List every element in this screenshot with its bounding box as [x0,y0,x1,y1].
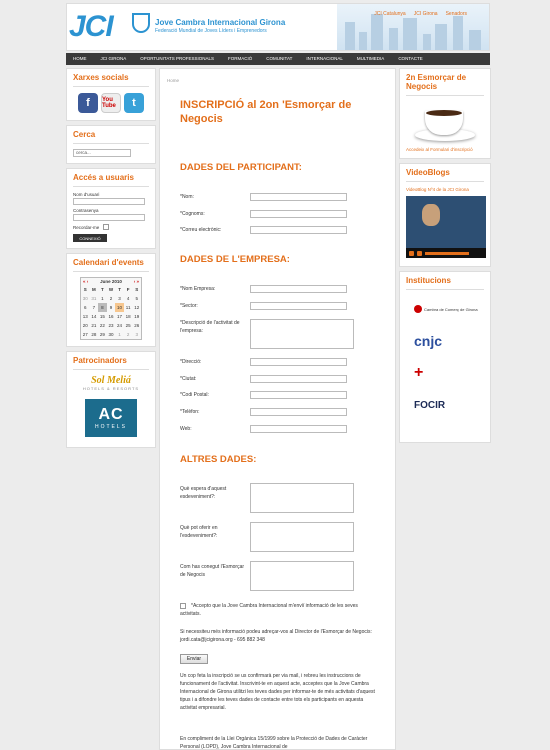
postal-label: *Codi Postal: [180,392,209,398]
calendar-dayname: T [118,287,121,292]
facebook-icon[interactable]: f [78,93,98,113]
telefon-field[interactable] [250,408,347,416]
calendar-day[interactable]: 20 [82,323,88,328]
direccio-field[interactable] [250,358,347,366]
calendar-day[interactable]: 6 [84,305,87,310]
main-nav [66,53,490,65]
coffee-cup-image[interactable] [413,101,477,143]
calendar-day[interactable]: 21 [91,323,97,328]
calendar-day[interactable]: 12 [134,305,140,310]
username-label: Nom d'usuari [73,192,100,197]
calendar-day[interactable]: 13 [82,314,88,319]
cnjc-name: cnjc [414,333,443,349]
cognoms-label: *Cognoms: [180,211,205,217]
password-label: Contrasenya [73,208,99,213]
nav-home[interactable]: HOME [73,56,87,61]
ac-hotels-name: AC [98,406,124,423]
login-title: Accés a usuaris [73,173,149,187]
nav-formacio[interactable]: FORMACIÓ [228,56,253,61]
sol-melia-sub: HOTELS & RESORTS [82,386,140,391]
nom-field[interactable] [250,193,347,201]
nom-label: *Nom: [180,194,194,200]
web-label: Web: [180,426,192,432]
calendar-day[interactable]: 27 [82,332,88,337]
send-button[interactable]: Enviar [180,654,208,664]
focir-logo[interactable] [414,394,484,416]
calendar-day[interactable]: 14 [91,314,97,319]
descripcio-label: *Descripció de l'activitat de l'empresa: [180,320,240,334]
page-title: INSCRIPCIÓ al 2on 'Esmorçar de Negocis [180,99,352,125]
social-title: Xarxes socials [73,73,149,87]
calendar-day[interactable]: 1 [101,296,104,301]
lopd-paragraph: En compliment de la Llei Orgànica 15/1999 sobre la Protecció de Dades de Caràcter Personal (LOPD), Jove Cambra Internacional de [180,736,368,750]
calendar-day[interactable]: 18 [125,314,131,319]
calendar-day[interactable]: 31 [91,296,97,301]
password-field[interactable] [73,214,145,221]
videoblog-link[interactable]: VideoBlog Nº4 de la JCI Girona [406,187,469,192]
cambra-comerc-logo[interactable] [414,298,484,320]
calendar-dayname: W [108,287,114,292]
conegut-label: Com has conegut l'Esmorçar de Negocis [180,564,245,578]
ciutat-field[interactable] [250,375,347,383]
calendar-dayname: S [83,287,87,292]
main-content [159,68,396,750]
sector-field[interactable] [250,302,347,310]
top-links [374,11,467,17]
search-title: Cerca [73,130,149,144]
calendar-day[interactable]: 19 [134,314,140,319]
right-sidebar [399,68,491,447]
conegut-textarea[interactable] [250,561,354,591]
calendar-day[interactable]: 8 [98,303,107,312]
email-label: *Correu electrònic: [180,227,222,233]
calendar-day[interactable]: 16 [108,314,114,319]
focir-name: FOCIR [414,399,446,411]
ciutat-label: *Ciutat: [180,376,197,382]
red-cross-logo[interactable]: + [414,364,424,381]
calendar-day[interactable]: 3 [118,296,121,301]
username-field[interactable] [73,198,145,205]
cnjc-logo[interactable] [414,330,484,352]
jci-emblem-icon [132,13,150,33]
remember-label: Recordar-me [73,224,100,230]
nav-contacte[interactable]: CONTACTE [398,56,423,61]
company-heading: DADES DE L'EMPRESA: [180,254,290,265]
web-field[interactable] [250,425,347,433]
calendar-day[interactable]: 11 [125,305,131,310]
top-link-jci-catalunya[interactable]: JCI Catalunya [374,11,406,17]
top-link-jci-girona[interactable]: JCI Girona [413,11,438,17]
calendar-day[interactable]: 24 [117,323,123,328]
other-heading: ALTRES DADES: [180,454,257,465]
org-name: Jove Cambra Internacional Girona [155,18,286,27]
oferir-textarea[interactable] [250,522,354,552]
calendar-day[interactable]: 9 [109,305,113,310]
accept-label: *Accepto que la Jove Cambra Internacional m'enviï informació de les seves activitats. [180,603,358,617]
email-field[interactable] [250,226,347,234]
calendar-day[interactable]: 30 [82,296,88,301]
nav-multimedia[interactable]: MULTIMEDIA [356,56,385,61]
empresa-field[interactable] [250,285,347,293]
cambra-comerc-name: Cambra de Comerç de Girona [424,306,478,312]
direccio-label: *Direcció: [180,359,202,365]
calendar-day[interactable]: 1 [118,332,121,337]
videoblog-title: VideoBlogs [406,168,484,182]
jci-logo[interactable]: JCI [69,10,113,43]
calendar-dayname: S [135,287,139,292]
calendar-title: Calendari d'events [73,258,149,272]
videoblog-widget [399,163,491,267]
social-widget [66,68,156,121]
nav-internacional[interactable]: INTERNACIONAL [306,56,343,61]
sponsors-widget [66,351,156,448]
calendar-day[interactable]: 17 [117,314,123,319]
telefon-label: *Telèfon: [180,409,200,415]
accept-checkbox[interactable] [180,603,186,609]
remember-checkbox[interactable] [103,224,109,230]
calendar [80,277,142,340]
calendar-dayname: F [126,287,130,292]
event-title: 2n Esmorçar de Negocis [406,73,484,96]
calendar-day[interactable]: 26 [134,323,140,328]
sol-melia-name: Sol Meliá [91,375,131,386]
calendar-widget [66,253,156,347]
participant-heading: DADES DEL PARTICIPANT: [180,162,302,173]
calendar-grid [81,285,141,339]
top-link-senadors[interactable]: Senadors [445,11,467,17]
oferir-label: Què pot oferir en l'esdeveniment?: [180,525,218,539]
video-player[interactable] [406,196,486,258]
calendar-day[interactable]: 29 [99,332,105,337]
calendar-day[interactable]: 5 [135,296,138,301]
calendar-day[interactable]: 25 [125,323,131,328]
search-widget [66,125,156,164]
login-button[interactable]: CONNEXIÓ [73,234,107,242]
calendar-prev-button[interactable]: « ‹ [83,279,89,284]
calendar-day[interactable]: 23 [108,323,114,328]
event-link[interactable]: Accedeix al Formulari d'inscripció [406,147,473,152]
calendar-day[interactable]: 30 [108,332,114,337]
descripcio-textarea[interactable] [250,319,354,349]
calendar-next-button[interactable]: › » [133,279,139,284]
play-icon[interactable] [409,251,414,256]
ac-hotels-logo[interactable] [85,399,137,437]
calendar-dayname: T [101,287,104,292]
calendar-month: June 2010 [100,279,122,284]
twitter-icon[interactable]: t [124,93,144,113]
calendar-day[interactable]: 7 [92,305,96,310]
nav-comunitat[interactable]: COMUNITAT [266,56,293,61]
calendar-day[interactable]: 28 [91,332,97,337]
nav-jci-girona[interactable]: JCI GIRONA [100,56,127,61]
org-subtitle: Federació Mundial de Joves Líders i Emprenedors [155,28,267,34]
search-input[interactable]: cerca... [73,149,131,157]
accept-row [180,602,376,618]
calendar-day[interactable]: 22 [99,323,105,328]
youtube-icon[interactable]: You Tube [101,93,121,113]
nav-oportunitats[interactable]: OPORTUNITATS PROFESSIONALS [140,56,215,61]
empresa-label: *Nom Empresa: [180,286,216,292]
sol-melia-logo[interactable] [81,375,141,391]
info-paragraph: Un cop feta la inscripció se us confirmarà per via mail, i rebreu les instruccions de funcionament de l'activitat. Inscrivint-te en aquest acte, acceptes que la Jove Cambra Internacional de Girona utilitzi les teves dades per informar-te de més activitats d'aquest tipus i a difondre les teves dades de contacte entre tots els participants en aquesta activitat empresarial. [180,673,375,711]
event-widget [399,68,491,159]
calendar-day[interactable]: 3 [135,332,138,337]
sector-label: *Sector: [180,303,198,309]
calendar-day[interactable]: 2 [109,296,113,301]
volume-icon[interactable] [417,251,422,256]
espera-label: Què espera d'aquest esdeveniment?: [180,486,227,500]
login-widget [66,168,156,249]
institutions-title: Institucions [406,276,484,290]
video-progress-bar[interactable] [425,252,469,255]
sponsors-title: Patrocinadors [73,356,149,370]
postal-field[interactable] [250,391,347,399]
contact-text: Si necessiteu més informació podeu adreçar-vos al Director de l'Esmorçar de Negocis: jordi.cata@jcigirona.org - 695 882 348 [180,629,372,643]
calendar-day[interactable]: 2 [126,332,130,337]
ac-hotels-sub: HOTELS [94,424,127,430]
site-header [66,3,490,51]
calendar-day[interactable]: 15 [99,314,105,319]
calendar-dayname: M [91,287,96,292]
cognoms-field[interactable] [250,210,347,218]
calendar-day[interactable]: 10 [117,305,123,310]
calendar-day[interactable]: 4 [126,296,130,301]
espera-textarea[interactable] [250,483,354,513]
left-sidebar [66,68,156,452]
breadcrumb[interactable]: Home [167,78,180,83]
institutions-widget [399,271,491,443]
